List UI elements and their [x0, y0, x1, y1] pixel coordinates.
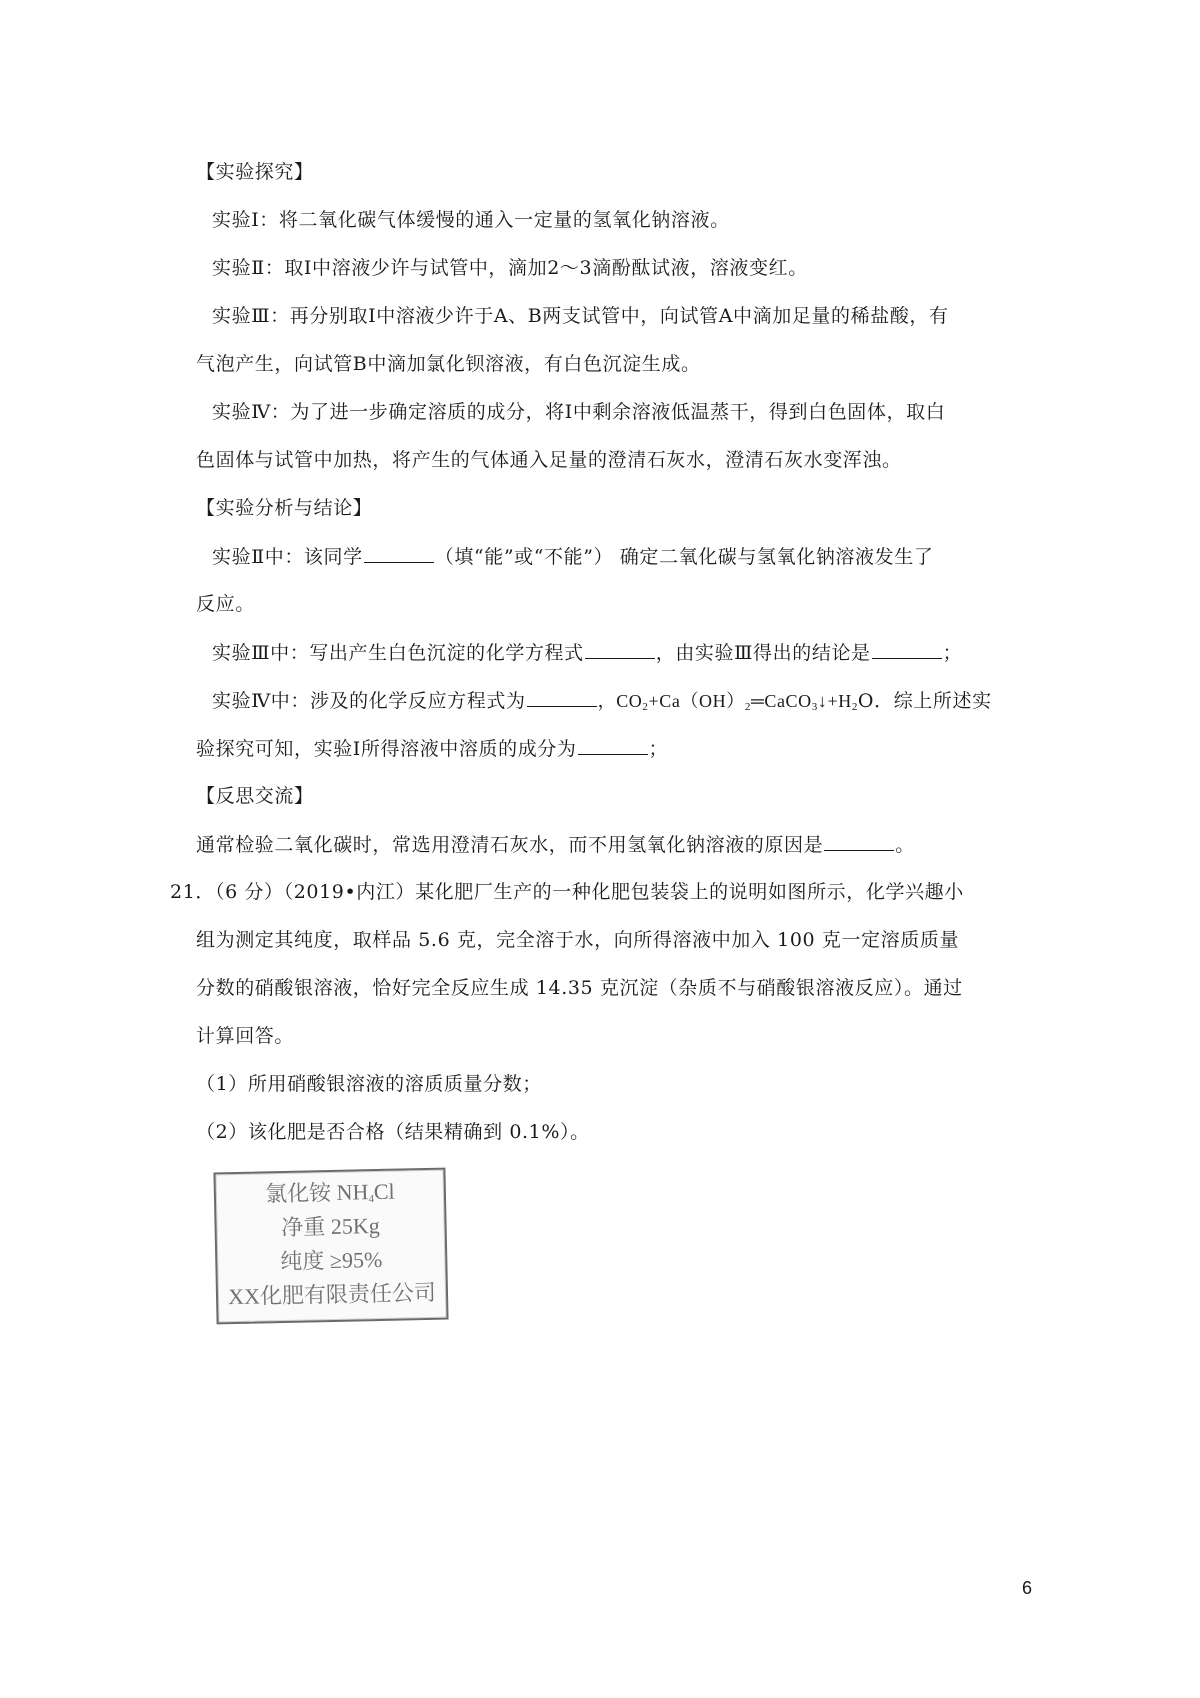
question-21-line2: 组为测定其纯度，取样品 5.6 克，完全溶于水，向所得溶液中加入 100 克一定溶质质量: [196, 929, 960, 951]
experiment-4-text-line1: 实验Ⅳ：为了进一步确定溶质的成分，将Ⅰ中剩余溶液低温蒸干，得到白色固体，取白: [212, 401, 946, 423]
analysis-4-text-b: O．综上所述实: [857, 690, 992, 712]
experiment-3-text-line1: 实验Ⅲ：再分别取Ⅰ中溶液少许于A、B两支试管中，向试管A中滴加足量的稀盐酸，有: [212, 305, 949, 327]
analysis-3-text-c: ；: [942, 642, 963, 664]
analysis-4-text-a: 实验Ⅳ中：涉及的化学反应方程式为: [212, 690, 526, 712]
experiment-4-text-line2: 色固体与试管中加热，将产生的气体通入足量的澄清石灰水，澄清石灰水变浑浊。: [196, 449, 902, 471]
label-text: Cl: [373, 1178, 395, 1205]
equation-subscript: 2: [744, 701, 751, 713]
analysis-2-text-b: （填“能”或“不能”） 确定二氧化碳与氢氧化钠溶液发生了: [434, 546, 934, 568]
equation-subscript: 2: [851, 701, 858, 713]
answer-blank: [824, 830, 894, 851]
question-21-subquestion-2: （2）该化肥是否合格（结果精确到 0.1%）。: [196, 1121, 590, 1143]
label-text: 氯化铵 NH: [264, 1179, 369, 1207]
analysis-2-line1: [212, 542, 933, 571]
chemical-equation: [598, 691, 858, 711]
question-21-subquestion-1: （1）所用硝酸银溶液的溶质质量分数；: [196, 1073, 542, 1095]
experiment-3-text-line2: 气泡产生，向试管B中滴加氯化钡溶液，有白色沉淀生成。: [196, 353, 701, 375]
question-21-line1: 21．（6 分）（2019•内江）某化肥厂生产的一种化肥包装袋上的说明如图所示，化学兴趣小: [170, 881, 964, 903]
answer-blank: [585, 638, 655, 659]
answer-blank: [578, 734, 648, 755]
analysis-4-text-c: 验探究可知，实验Ⅰ所得溶液中溶质的成分为: [196, 738, 577, 760]
equation-part: ，CO: [597, 691, 643, 711]
analysis-4-text-d: ；: [648, 738, 669, 760]
question-21-line4: 计算回答。: [196, 1025, 295, 1047]
section-heading-analysis: 【实验分析与结论】: [196, 497, 373, 519]
question-21-line3: 分数的硝酸银溶液，恰好完全反应生成 14.35 克沉淀（杂质不与硝酸银溶液反应）。通过: [196, 977, 963, 999]
reflect-text-a: 通常检验二氧化碳时，常选用澄清石灰水，而不用氢氧化钠溶液的原因是: [196, 834, 824, 856]
answer-blank: [364, 542, 434, 563]
analysis-4-line2: [196, 734, 668, 763]
analysis-4-line1: [212, 686, 992, 721]
experiment-1-text: 实验Ⅰ：将二氧化碳气体缓慢的通入一定量的氢氧化钠溶液。: [212, 209, 730, 231]
fertilizer-label-image: [213, 1168, 448, 1325]
analysis-3-line: [212, 638, 962, 667]
analysis-2-line2: 反应。: [196, 593, 255, 615]
equation-subscript: 2: [642, 701, 649, 713]
section-heading-reflect: 【反思交流】: [196, 785, 314, 807]
section-heading-explore: 【实验探究】: [196, 161, 314, 183]
answer-blank: [527, 686, 597, 707]
label-company: XX化肥有限责任公司: [227, 1279, 437, 1310]
experiment-2-text: 实验Ⅱ：取Ⅰ中溶液少许与试管中，滴加2～3滴酚酞试液，溶液变红。: [212, 257, 808, 279]
equation-part: ↓+H: [817, 691, 852, 711]
label-net-weight: 净重 25Kg: [281, 1212, 381, 1241]
analysis-2-text-a: 实验Ⅱ中：该同学: [212, 546, 363, 568]
reflect-text-b: 。: [895, 834, 915, 856]
label-subscript: 4: [368, 1193, 375, 1206]
reflect-text-line: [196, 830, 915, 859]
equation-part: ═CaCO: [750, 691, 812, 711]
page-number: 6: [1022, 1578, 1033, 1598]
analysis-3-text-a: 实验Ⅲ中：写出产生白色沉淀的化学方程式: [212, 642, 584, 664]
equation-part: +Ca（OH）: [648, 691, 745, 711]
equation-subscript: 3: [811, 701, 818, 713]
answer-blank: [872, 638, 942, 659]
label-purity: 纯度 ≥95%: [280, 1246, 383, 1275]
analysis-3-text-b: ，由实验Ⅲ得出的结论是: [655, 642, 871, 664]
